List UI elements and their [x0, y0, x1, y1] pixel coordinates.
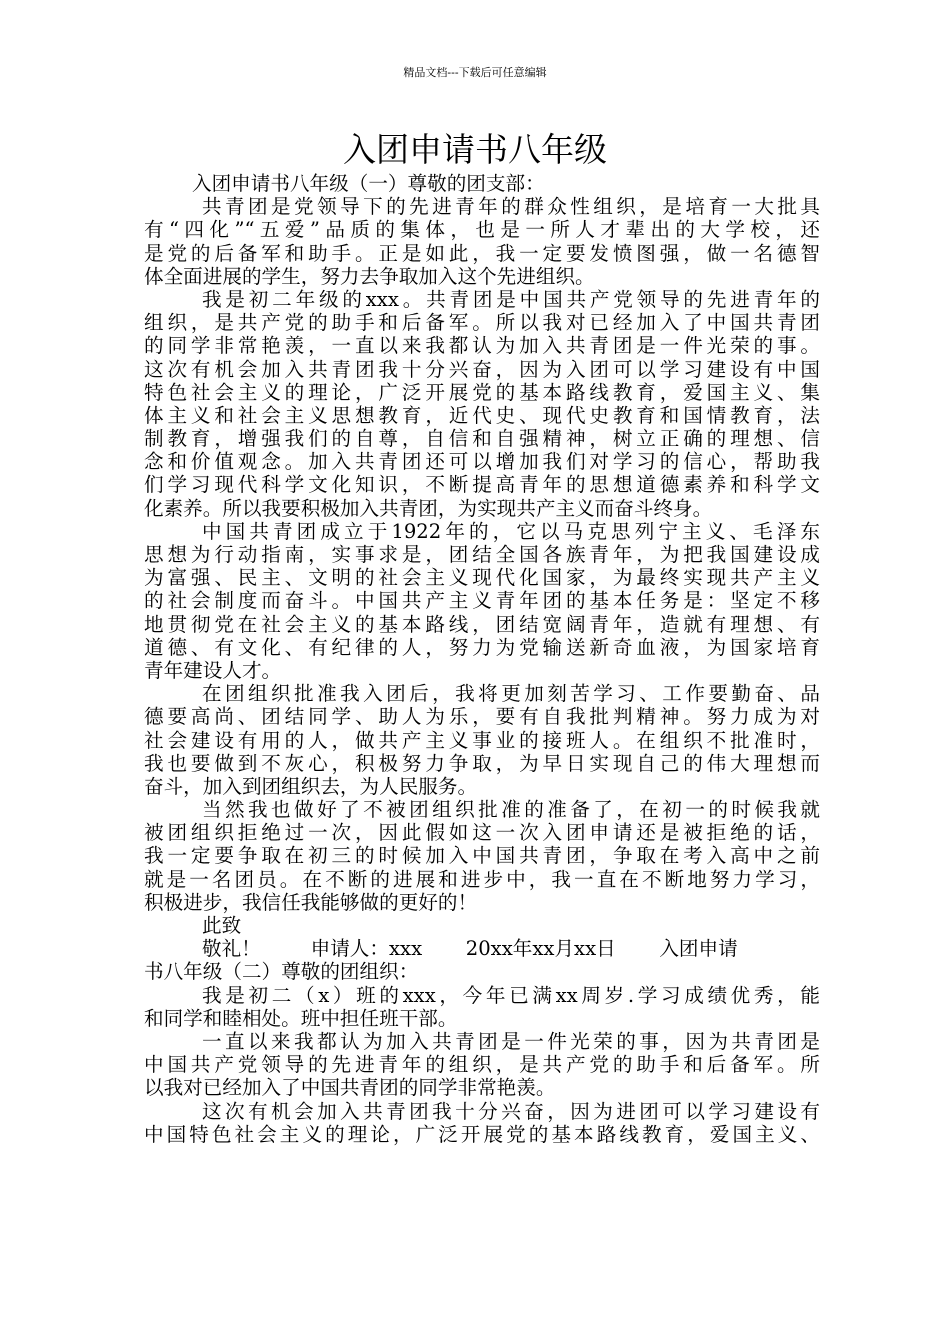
document-line: 一直以来我都认为加入共青团是一件光荣的事，因为共青团是	[202, 1029, 820, 1053]
document-line: 敬礼！ 申请人：xxx 20xx年xx月xx日 入团申请	[202, 937, 738, 961]
document-line: 和同学和睦相处。班中担任班干部。	[144, 1006, 458, 1030]
document-line: 这次有机会加入共青团我十分兴奋，因为进团可以学习建设有	[202, 1099, 820, 1123]
document-line: 地贯彻党在社会主义的基本路线，团结宽阔青年，造就有理想、有	[144, 612, 820, 636]
document-line: 体全面进展的学生，努力去争取加入这个先进组织。	[144, 264, 595, 288]
document-line: 体主义和社会主义思想教育，近代史、现代史教育和国情教育，法	[144, 403, 820, 427]
document-line: 的同学非常艳羡，一直以来我都认为加入共青团是一件光荣的事。	[144, 334, 820, 358]
document-line: 被团组织拒绝过一次，因此假如这一次入团申请还是被拒绝的话，	[144, 821, 820, 845]
document-line: 我是初二年级的xxx。共青团是中国共产党领导的先进青年的	[202, 287, 820, 311]
document-line: 我是初二（x）班的xxx，今年已满xx周岁.学习成绩优秀，能	[202, 983, 820, 1007]
document-line: 奋斗，加入到团组织去，为人民服务。	[144, 774, 478, 798]
document-body	[144, 172, 820, 1146]
document-line: 我也要做到不灰心，积极努力争取，为早日实现自己的伟大理想而	[144, 751, 820, 775]
document-line: 为富强、民主、文明的社会主义现代化国家，为最终实现共产主义	[144, 566, 820, 590]
document-line: 就是一名团员。在不断的进展和进步中，我一直在不断地努力学习，	[144, 867, 820, 891]
document-line: 制教育，增强我们的自尊，自信和自强精神，树立正确的理想、信	[144, 427, 820, 451]
document-line: 入团申请书八年级（一）尊敬的团支部：	[192, 172, 545, 195]
document-line: 书八年级（二）尊敬的团组织：	[144, 960, 419, 984]
document-line: 是党的后备军和助手。正是如此，我一定要发愤图强，做一名德智	[144, 241, 820, 265]
document-line: 当然我也做好了不被团组织批准的准备了，在初一的时候我就	[202, 798, 820, 822]
document-line: 念和价值观念。加入共青团还可以增加我们对学习的信心，帮助我	[144, 450, 820, 474]
document-line: 特色社会主义的理论，广泛开展党的基本路线教育，爱国主义、集	[144, 380, 820, 404]
document-line: 组织，是共产党的助手和后备军。所以我对已经加入了中国共青团	[144, 311, 820, 335]
document-line: 在团组织批准我入团后，我将更加刻苦学习、工作要勤奋、品	[202, 682, 820, 706]
document-line: 中国特色社会主义的理论，广泛开展党的基本路线教育，爱国主义、	[144, 1122, 820, 1146]
document-line: 有“四化”“五爱”品质的集体，也是一所人才辈出的大学校，还	[144, 218, 820, 242]
document-line: 青年建设人才。	[144, 658, 282, 682]
document-line: 我一定要争取在初三的时候加入中国共青团，争取在考入高中之前	[144, 844, 820, 868]
document-line: 社会建设有用的人，做共产主义事业的接班人。在组织不批准时，	[144, 728, 820, 752]
document-line: 以我对已经加入了中国共青团的同学非常艳羡。	[144, 1076, 556, 1100]
document-line: 共青团是党领导下的先进青年的群众性组织，是培育一大批具	[202, 195, 820, 219]
document-line: 的社会制度而奋斗。中国共产主义青年团的基本任务是：坚定不移	[144, 589, 820, 613]
document-line: 这次有机会加入共青团我十分兴奋，因为入团可以学习建设有中国	[144, 357, 820, 381]
document-line: 此致	[202, 914, 242, 937]
document-line: 们学习现代科学文化知识，不断提高青年的思想道德素养和科学文	[144, 473, 820, 497]
document-line: 化素养。所以我要积极加入共青团，为实现共产主义而奋斗终身。	[144, 496, 713, 520]
document-line: 中国共青团成立于1922年的，它以马克思列宁主义、毛泽东	[202, 519, 820, 543]
document-line: 道德、有文化、有纪律的人，努力为党输送新奇血液，为国家培育	[144, 635, 820, 659]
document-line: 德要高尚、团结同学、助人为乐，要有自我批判精神。努力成为对	[144, 705, 820, 729]
page-header-note: 精品文档---下载后可任意编辑	[403, 66, 547, 79]
document-line: 思想为行动指南，实事求是，团结全国各族青年，为把我国建设成	[144, 543, 820, 566]
document-line: 中国共产党领导的先进青年的组织，是共产党的助手和后备军。所	[144, 1053, 820, 1077]
document-title: 入团申请书八年级	[343, 130, 607, 169]
document-line: 积极进步，我信任我能够做的更好的！	[144, 890, 478, 914]
